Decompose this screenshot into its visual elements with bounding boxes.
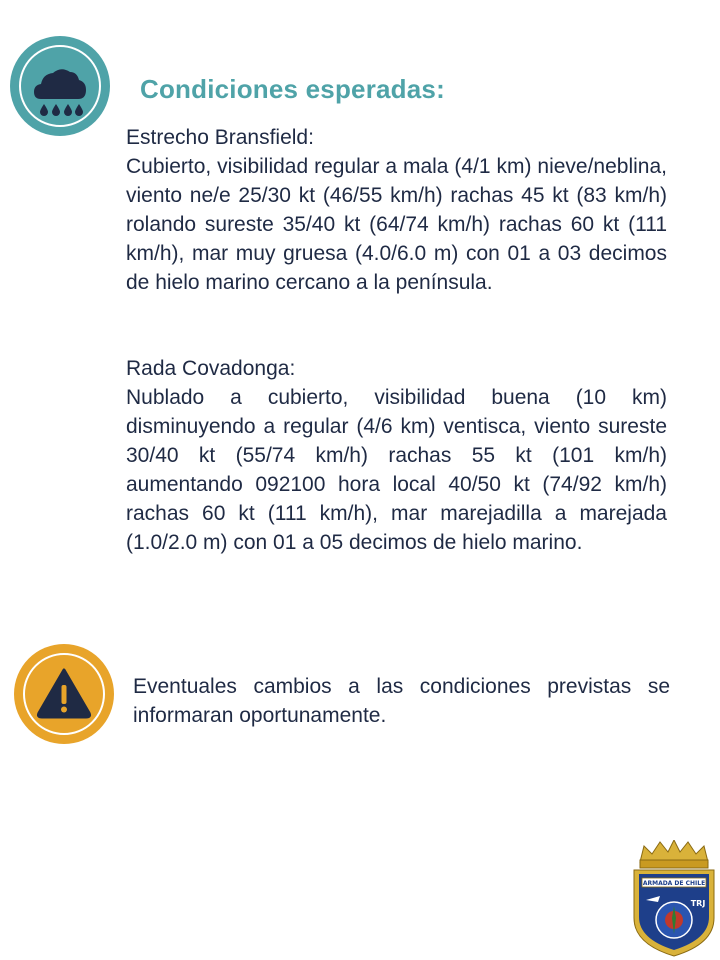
emblem-mark: TRJ bbox=[690, 899, 706, 908]
section-place: Rada Covadonga: bbox=[126, 357, 296, 380]
section-forecast: Cubierto, visibilidad regular a mala (4/1 km) nieve/neblina, viento ne/e 25/30 kt (46/55 km/h) rachas 45 kt (83 km/h) rolando sureste 35/40 kt (64/74 km/h) rachas 60 kt (111 km/h), mar muy gruesa (4.0/6.0 m) con 01 a 03 decimos de hielo marino cercano a la península. bbox=[126, 155, 667, 294]
rain-cloud-icon bbox=[10, 36, 110, 136]
warning-badge bbox=[14, 644, 114, 744]
emblem-banner: ARMADA DE CHILE bbox=[642, 880, 706, 887]
weather-badge bbox=[10, 36, 110, 136]
warning-icon bbox=[14, 644, 114, 744]
forecast-section-bransfield bbox=[126, 123, 667, 297]
section-forecast: Nublado a cubierto, visibilidad buena (10 km) disminuyendo a regular (4/6 km) ventisca, viento sureste 30/40 kt (55/74 km/h) rachas 55 kt (101 km/h) aumentando 092100 hora local 40/50 kt (74/92 km/h) rachas 60 kt (111 km/h), mar marejadilla a marejada (1.0/2.0 m) con 01 a 05 decimos de hielo marino. bbox=[126, 386, 667, 554]
section-place: Estrecho Bransfield: bbox=[126, 126, 314, 149]
navy-emblem bbox=[630, 840, 718, 958]
forecast-section-covadonga bbox=[126, 354, 667, 557]
page-title: Condiciones esperadas: bbox=[140, 74, 445, 104]
notice-text: Eventuales cambios a las condiciones previstas se informaran oportunamente. bbox=[133, 675, 670, 727]
